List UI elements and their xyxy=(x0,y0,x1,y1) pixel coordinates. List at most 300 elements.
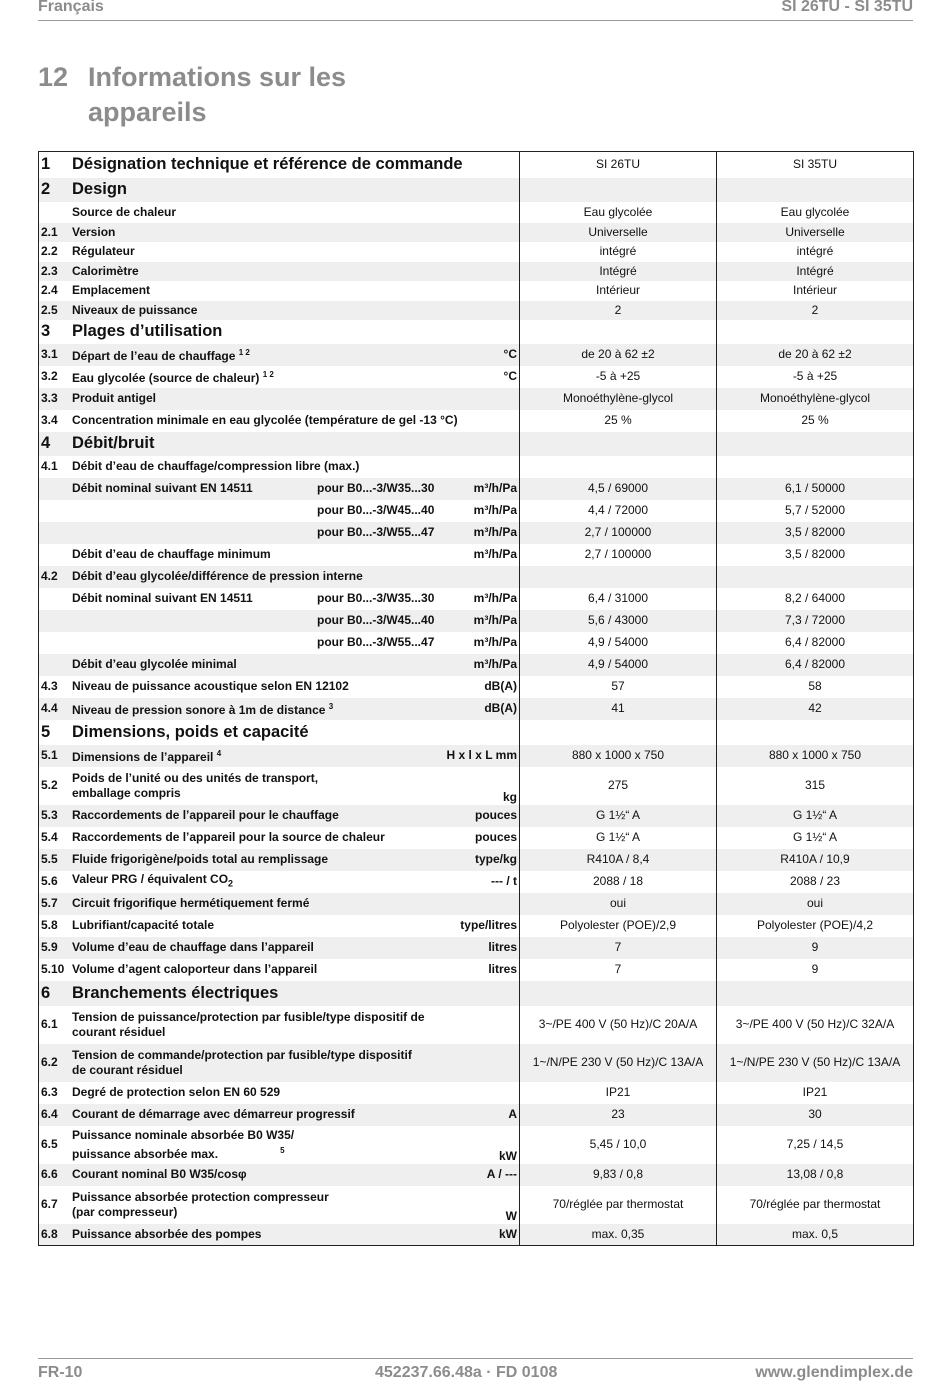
page-footer xyxy=(38,1358,913,1381)
row-number: 2.4 xyxy=(39,281,71,301)
table-row xyxy=(39,767,914,805)
section-row xyxy=(39,432,914,456)
table-row xyxy=(39,827,914,849)
row-number xyxy=(39,654,71,676)
value-si26tu: 6,4 / 31000 xyxy=(520,588,717,610)
row-unit: °C xyxy=(440,366,520,388)
header-model: SI 26TU - SI 35TU xyxy=(781,0,913,15)
table-row xyxy=(39,1082,914,1104)
value-si35tu: Intégré xyxy=(717,262,914,281)
value-si35tu: Intérieur xyxy=(717,281,914,301)
row-label-text: Départ de l’eau de chauffage xyxy=(72,349,236,363)
value-si26tu: G 1½“ A xyxy=(520,805,717,827)
row-unit xyxy=(440,1082,520,1104)
value-si26tu: 7 xyxy=(520,937,717,959)
row-number: 5.5 xyxy=(39,849,71,871)
row-unit: A / --- xyxy=(440,1164,520,1186)
table-row xyxy=(39,366,914,388)
value-si26tu: oui xyxy=(520,893,717,915)
value-si26tu: Intérieur xyxy=(520,281,717,301)
value-si35tu: 7,25 / 14,5 xyxy=(717,1126,914,1164)
row-unit: --- / t xyxy=(440,871,520,893)
row-unit xyxy=(440,202,520,223)
section-number: 12 xyxy=(38,62,69,92)
footer-page-number: FR-10 xyxy=(38,1364,83,1381)
row-label xyxy=(70,500,440,522)
value-si35tu: 3~/PE 400 V (50 Hz)/C 32A/A xyxy=(717,1006,914,1044)
value-si26tu: 4,9 / 54000 xyxy=(520,632,717,654)
value-si35tu: 6,4 / 82000 xyxy=(717,632,914,654)
row-unit xyxy=(440,456,520,478)
row-unit: m³/h/Pa xyxy=(440,632,520,654)
row-unit xyxy=(440,981,520,1006)
value-si35tu: Polyolester (POE)/4,2 xyxy=(717,915,914,937)
row-label-line2: courant résiduel xyxy=(72,1024,166,1039)
table-row xyxy=(39,745,914,767)
row-label-text: Dimensions, poids et capacité xyxy=(72,722,309,741)
row-unit: A xyxy=(440,1104,520,1126)
spec-table xyxy=(38,151,914,1246)
row-label xyxy=(70,301,440,320)
row-unit: type/kg xyxy=(440,849,520,871)
value-si35tu: G 1½“ A xyxy=(717,805,914,827)
row-condition: pour B0...-3/W55...47 xyxy=(317,525,435,539)
row-number: 5.10 xyxy=(39,959,71,981)
row-number: 4.2 xyxy=(39,566,71,588)
row-label xyxy=(70,1104,440,1126)
row-number xyxy=(39,632,71,654)
row-label-text: Source de chaleur xyxy=(72,204,177,219)
row-unit xyxy=(440,301,520,320)
row-label-text: Eau glycolée (source de chaleur) xyxy=(72,371,260,385)
value-si26tu: Eau glycolée xyxy=(520,202,717,223)
value-si35tu: Monoéthylène-glycol xyxy=(717,388,914,410)
table-row xyxy=(39,410,914,432)
row-number: 6.2 xyxy=(39,1044,71,1082)
row-label-text: Courant de démarrage avec démarreur progressif xyxy=(72,1107,355,1121)
row-label-text: Poids de l’unité ou des unités de transport, xyxy=(72,770,319,785)
value-si35tu: 7,3 / 72000 xyxy=(717,610,914,632)
row-number: 6.7 xyxy=(39,1186,71,1224)
row-label xyxy=(70,1186,440,1224)
value-si26tu: Intégré xyxy=(520,262,717,281)
row-number: 2.5 xyxy=(39,301,71,320)
value-si26tu: 70/réglée par thermostat xyxy=(520,1186,717,1224)
row-label-text: Produit antigel xyxy=(72,391,156,405)
table-row xyxy=(39,610,914,632)
value-si26tu: 2,7 / 100000 xyxy=(520,522,717,544)
row-condition: pour B0...-3/W45...40 xyxy=(317,503,435,517)
row-number: 6.8 xyxy=(39,1224,71,1246)
row-number: 2.2 xyxy=(39,242,71,262)
row-label xyxy=(70,676,440,698)
row-label-text: Emplacement xyxy=(72,283,151,297)
row-label xyxy=(70,805,440,827)
row-number xyxy=(39,522,71,544)
row-label-text: Débit d’eau glycolée minimal xyxy=(72,657,237,671)
row-condition: pour B0...-3/W55...47 xyxy=(317,635,435,649)
table-row xyxy=(39,959,914,981)
row-label xyxy=(70,566,440,588)
value-si26tu xyxy=(520,566,717,588)
row-label-line2: emballage compris xyxy=(72,785,181,800)
value-si35tu: 25 % xyxy=(717,410,914,432)
row-condition: pour B0...-3/W45...40 xyxy=(317,613,435,627)
table-row xyxy=(39,223,914,242)
value-si26tu xyxy=(520,720,717,745)
value-si35tu: 8,2 / 64000 xyxy=(717,588,914,610)
value-si26tu xyxy=(520,432,717,456)
row-number: 6.3 xyxy=(39,1082,71,1104)
row-label xyxy=(70,915,440,937)
row-unit xyxy=(440,223,520,242)
row-label-text: Concentration minimale en eau glycolée (température de gel -13 °C) xyxy=(72,413,458,427)
row-label xyxy=(70,893,440,915)
row-label xyxy=(70,1224,440,1246)
value-si26tu: 880 x 1000 x 750 xyxy=(520,745,717,767)
value-si26tu: Polyolester (POE)/2,9 xyxy=(520,915,717,937)
value-si26tu: Universelle xyxy=(520,223,717,242)
value-si35tu: 13,08 / 0,8 xyxy=(717,1164,914,1186)
row-label xyxy=(70,1044,440,1082)
row-unit xyxy=(440,320,520,344)
value-si26tu: 2 xyxy=(520,301,717,320)
value-si35tu xyxy=(717,456,914,478)
table-row xyxy=(39,202,914,223)
value-si26tu: 4,9 / 54000 xyxy=(520,654,717,676)
row-unit: dB(A) xyxy=(440,698,520,720)
value-si26tu: 57 xyxy=(520,676,717,698)
row-label xyxy=(70,410,458,432)
table-row xyxy=(39,871,914,893)
value-si35tu: R410A / 10,9 xyxy=(717,849,914,871)
row-number xyxy=(39,500,71,522)
value-si35tu: 70/réglée par thermostat xyxy=(717,1186,914,1224)
row-label-text: Débit d’eau de chauffage/compression libre (max.) xyxy=(72,459,360,473)
row-number: 4 xyxy=(39,432,71,456)
table-row xyxy=(39,522,914,544)
value-si26tu: -5 à +25 xyxy=(520,366,717,388)
row-label-text: Niveau de puissance acoustique selon EN 12102 xyxy=(72,679,349,693)
table-row xyxy=(39,676,914,698)
value-si26tu: 3~/PE 400 V (50 Hz)/C 20A/A xyxy=(520,1006,717,1044)
table-row xyxy=(39,500,914,522)
row-unit: W xyxy=(440,1186,520,1224)
value-si26tu: Monoéthylène-glycol xyxy=(520,388,717,410)
row-label xyxy=(70,1082,440,1104)
row-number: 4.1 xyxy=(39,456,71,478)
row-label-text: Raccordements de l’appareil pour la source de chaleur xyxy=(72,830,385,844)
row-label xyxy=(70,610,440,632)
row-number: 5.1 xyxy=(39,745,71,767)
row-label xyxy=(70,432,440,456)
row-number: 3.2 xyxy=(39,366,71,388)
row-number: 6.4 xyxy=(39,1104,71,1126)
row-unit xyxy=(440,242,520,262)
table-row xyxy=(39,566,914,588)
row-label xyxy=(70,1006,440,1044)
row-unit: litres xyxy=(440,959,520,981)
row-label xyxy=(70,262,440,281)
row-label xyxy=(70,827,440,849)
value-si35tu: G 1½“ A xyxy=(717,827,914,849)
table-row xyxy=(39,1044,914,1082)
footer-doc-id: 452237.66.48a · FD 0108 xyxy=(375,1364,558,1381)
value-si35tu: 880 x 1000 x 750 xyxy=(717,745,914,767)
row-unit: H x l x L mm xyxy=(440,745,520,767)
footnote-ref: 4 xyxy=(216,749,222,758)
header-language: Français xyxy=(38,0,104,15)
table-row xyxy=(39,1104,914,1126)
value-si35tu: 30 xyxy=(717,1104,914,1126)
row-unit xyxy=(440,262,520,281)
row-number: 3.3 xyxy=(39,388,71,410)
row-unit: m³/h/Pa xyxy=(440,544,520,566)
row-number: 5.9 xyxy=(39,937,71,959)
row-label xyxy=(70,588,440,610)
value-si35tu: 6,4 / 82000 xyxy=(717,654,914,676)
row-label-text: Tension de puissance/protection par fusible/type dispositif de xyxy=(72,1009,425,1024)
row-number: 2.3 xyxy=(39,262,71,281)
section-row xyxy=(39,981,914,1006)
value-si26tu xyxy=(520,178,717,202)
row-label-text: Lubrifiant/capacité totale xyxy=(72,918,215,932)
row-unit xyxy=(440,1006,520,1044)
table-row xyxy=(39,698,914,720)
row-unit: m³/h/Pa xyxy=(440,588,520,610)
row-unit xyxy=(440,720,520,745)
row-label-text: Débit d’eau de chauffage minimum xyxy=(72,547,271,561)
table-row xyxy=(39,388,914,410)
table-row xyxy=(39,588,914,610)
row-number: 6.1 xyxy=(39,1006,71,1044)
value-si26tu: 2,7 / 100000 xyxy=(520,544,717,566)
value-si26tu: 4,5 / 69000 xyxy=(520,478,717,500)
row-label xyxy=(70,223,440,242)
row-label xyxy=(70,202,440,223)
value-si35tu xyxy=(717,720,914,745)
value-si26tu: 5,45 / 10,0 xyxy=(520,1126,717,1164)
row-unit xyxy=(440,178,520,202)
row-unit: kg xyxy=(440,767,520,805)
row-number: 1 xyxy=(39,152,71,178)
page-header xyxy=(38,0,913,21)
value-si26tu: 7 xyxy=(520,959,717,981)
value-si35tu: oui xyxy=(717,893,914,915)
row-number: 6.6 xyxy=(39,1164,71,1186)
value-si35tu xyxy=(717,981,914,1006)
row-unit: m³/h/Pa xyxy=(440,610,520,632)
value-si26tu: de 20 à 62 ±2 xyxy=(520,344,717,366)
value-si26tu: 1~/N/PE 230 V (50 Hz)/C 13A/A xyxy=(520,1044,717,1082)
value-si35tu: de 20 à 62 ±2 xyxy=(717,344,914,366)
row-number xyxy=(39,588,71,610)
section-row xyxy=(39,152,914,178)
value-si26tu: 25 % xyxy=(520,410,717,432)
row-number: 2 xyxy=(39,178,71,202)
row-label xyxy=(70,478,440,500)
row-number: 3.4 xyxy=(39,410,71,432)
value-si35tu: Eau glycolée xyxy=(717,202,914,223)
table-row xyxy=(39,281,914,301)
row-unit: kW xyxy=(440,1224,520,1246)
row-label-text: Tension de commande/protection par fusible/type dispositif xyxy=(72,1047,412,1062)
row-label xyxy=(70,698,440,720)
value-si35tu: 42 xyxy=(717,698,914,720)
value-si35tu: 2088 / 23 xyxy=(717,871,914,893)
row-label xyxy=(70,1164,440,1186)
row-label-text: Débit nominal suivant EN 14511 xyxy=(72,481,253,495)
value-si26tu: SI 26TU xyxy=(520,152,717,178)
value-si35tu: intégré xyxy=(717,242,914,262)
footer-website: www.glendimplex.de xyxy=(755,1364,913,1381)
footnote-ref: 1 2 xyxy=(262,370,274,379)
value-si35tu: max. 0,5 xyxy=(717,1224,914,1246)
table-row xyxy=(39,1164,914,1186)
table-row xyxy=(39,1126,914,1164)
value-si26tu: 4,4 / 72000 xyxy=(520,500,717,522)
section-title-line1: Informations sur les xyxy=(88,62,347,92)
row-label-text: Courant nominal B0 W35/cosφ xyxy=(72,1167,247,1181)
row-unit: m³/h/Pa xyxy=(440,654,520,676)
row-label-text: Branchements électriques xyxy=(72,983,279,1002)
row-label xyxy=(70,344,440,366)
row-label-line2: (par compresseur) xyxy=(72,1204,178,1219)
row-number: 5.8 xyxy=(39,915,71,937)
row-label xyxy=(70,937,440,959)
row-label-text: Puissance nominale absorbée B0 W35/ xyxy=(72,1127,295,1142)
row-number: 4.3 xyxy=(39,676,71,698)
row-label xyxy=(70,767,440,805)
row-number: 4.4 xyxy=(39,698,71,720)
value-si26tu: G 1½“ A xyxy=(520,827,717,849)
row-unit: m³/h/Pa xyxy=(440,500,520,522)
value-si35tu: IP21 xyxy=(717,1082,914,1104)
value-si26tu: R410A / 8,4 xyxy=(520,849,717,871)
row-label-text: Version xyxy=(72,224,116,239)
value-si26tu: IP21 xyxy=(520,1082,717,1104)
row-unit: m³/h/Pa xyxy=(440,478,520,500)
section-row xyxy=(39,320,914,344)
row-unit: °C xyxy=(440,344,520,366)
row-label xyxy=(70,654,440,676)
row-unit xyxy=(440,432,520,456)
table-row xyxy=(39,1186,914,1224)
row-label xyxy=(70,456,440,478)
row-label-text: Débit nominal suivant EN 14511 xyxy=(72,591,253,605)
row-label-text: Plages d’utilisation xyxy=(72,322,223,340)
row-number xyxy=(39,202,71,223)
row-number: 5.4 xyxy=(39,827,71,849)
row-label xyxy=(70,959,440,981)
row-label-text: Débit/bruit xyxy=(72,434,155,452)
table-row xyxy=(39,478,914,500)
row-label xyxy=(70,849,440,871)
table-row xyxy=(39,1006,914,1044)
row-label-text: Puissance absorbée des pompes xyxy=(72,1226,262,1241)
row-label-text: Raccordements de l’appareil pour le chauffage xyxy=(72,808,339,822)
row-label xyxy=(70,366,440,388)
row-label-text: Régulateur xyxy=(72,244,135,258)
row-label-line2: puissance absorbée max. xyxy=(72,1146,219,1161)
row-label-text: Dimensions de l’appareil xyxy=(72,750,214,764)
value-si35tu: 6,1 / 50000 xyxy=(717,478,914,500)
row-number: 5.2 xyxy=(39,767,71,805)
value-si26tu: 41 xyxy=(520,698,717,720)
value-si35tu: 315 xyxy=(717,767,914,805)
table-row xyxy=(39,893,914,915)
value-si26tu xyxy=(520,981,717,1006)
table-row xyxy=(39,937,914,959)
row-label xyxy=(70,242,440,262)
row-number xyxy=(39,478,71,500)
row-number: 3.1 xyxy=(39,344,71,366)
row-number: 5 xyxy=(39,720,71,745)
value-si26tu: 23 xyxy=(520,1104,717,1126)
row-label xyxy=(70,981,440,1006)
row-label xyxy=(70,178,440,202)
table-row xyxy=(39,242,914,262)
row-unit xyxy=(440,566,520,588)
row-label xyxy=(70,1126,440,1164)
table-row xyxy=(39,849,914,871)
row-label xyxy=(70,320,440,344)
table-row xyxy=(39,1224,914,1246)
value-si35tu: 9 xyxy=(717,959,914,981)
row-label-text: Volume d’eau de chauffage dans l’appareil xyxy=(72,940,314,954)
row-unit: litres xyxy=(440,937,520,959)
row-number: 5.6 xyxy=(39,871,71,893)
value-si26tu xyxy=(520,456,717,478)
row-label-text: Calorimètre xyxy=(72,263,139,278)
table-row xyxy=(39,544,914,566)
value-si26tu xyxy=(520,320,717,344)
row-label-text: Valeur PRG / équivalent CO xyxy=(72,871,229,886)
table-row xyxy=(39,262,914,281)
row-label-text: Degré de protection selon EN 60 529 xyxy=(72,1085,281,1099)
table-row xyxy=(39,654,914,676)
table-row xyxy=(39,456,914,478)
row-label xyxy=(70,152,463,178)
row-unit xyxy=(440,1044,520,1082)
row-label xyxy=(70,871,440,893)
table-row xyxy=(39,915,914,937)
value-si26tu: 2088 / 18 xyxy=(520,871,717,893)
row-unit xyxy=(440,388,520,410)
row-label xyxy=(70,632,440,654)
row-unit: dB(A) xyxy=(440,676,520,698)
row-label-text: Débit d’eau glycolée/différence de pression interne xyxy=(72,569,363,583)
value-si35tu xyxy=(717,320,914,344)
row-label-line2: de courant résiduel xyxy=(72,1062,183,1077)
table-row xyxy=(39,632,914,654)
table-row xyxy=(39,344,914,366)
row-unit: kW xyxy=(440,1126,520,1164)
row-label-text: Niveau de pression sonore à 1m de distance xyxy=(72,703,326,717)
section-row xyxy=(39,178,914,202)
value-si35tu xyxy=(717,432,914,456)
value-si35tu xyxy=(717,566,914,588)
footnote-ref: 3 xyxy=(328,702,334,711)
value-si35tu: 1~/N/PE 230 V (50 Hz)/C 13A/A xyxy=(717,1044,914,1082)
value-si35tu: 2 xyxy=(717,301,914,320)
row-label-text: Volume d’agent caloporteur dans l’appareil xyxy=(72,962,318,976)
row-label xyxy=(70,522,440,544)
value-si35tu: 3,5 / 82000 xyxy=(717,522,914,544)
row-unit: m³/h/Pa xyxy=(440,522,520,544)
row-unit xyxy=(440,281,520,301)
section-row xyxy=(39,720,914,745)
